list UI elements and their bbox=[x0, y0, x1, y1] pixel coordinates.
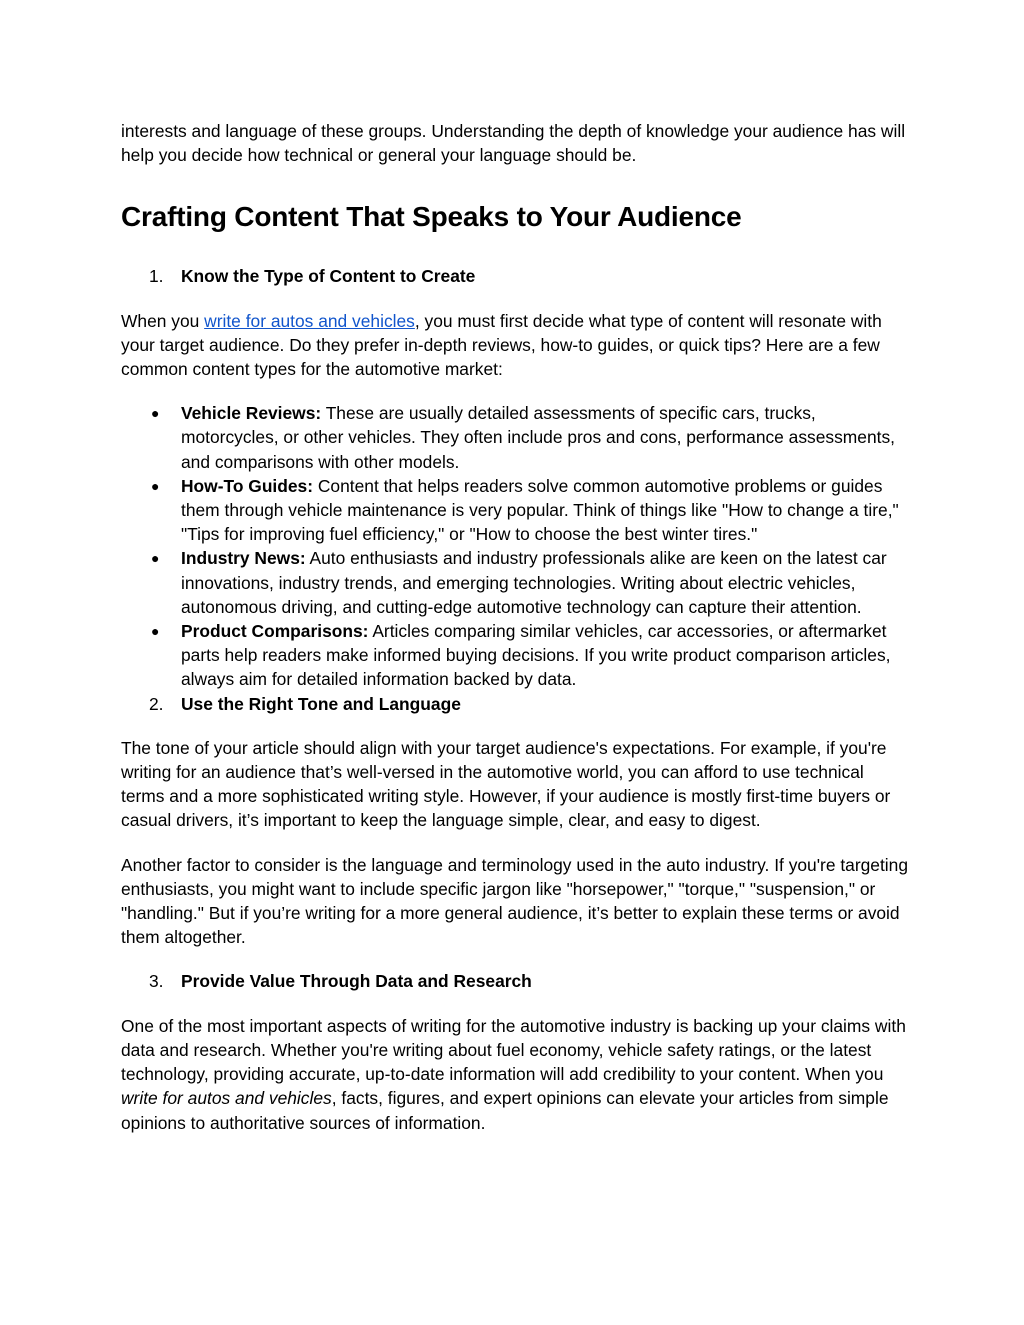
list-item bbox=[121, 401, 911, 474]
section-3-paragraph bbox=[121, 1014, 911, 1135]
list-item-label: Vehicle Reviews: bbox=[181, 403, 322, 424]
write-for-autos-link[interactable]: write for autos and vehicles bbox=[204, 310, 415, 331]
list-item-text: These are usually detailed assessments of specific cars, trucks, motorcycles, or other vehicles. They often include pros and cons, performance assessments, and comparisons with other models. bbox=[181, 403, 896, 472]
section-3-text-before-em: One of the most important aspects of writing for the automotive industry is backing up your claims with data and research. Whether you're writing about fuel economy, vehicle safety ratings, or the latest technology, providing accurate, up-to-date information will add credibility to your content. When you bbox=[121, 1015, 906, 1085]
list-item bbox=[121, 619, 911, 692]
bullet-icon: ● bbox=[151, 405, 160, 422]
intro-paragraph: interests and language of these groups. Understanding the depth of knowledge your audience has will help you decide how technical or general your language should be. bbox=[121, 121, 906, 166]
section-2-paragraph-1: The tone of your article should align with your target audience's expectations. For example, if you're writing for an audience that’s well-versed in the automotive world, you can afford to use technical terms and a more sophisticated writing style. However, if your audience is mostly first-time buyers or casual drivers, it’s important to keep the language simple, clear, and easy to digest. bbox=[121, 737, 891, 831]
section-3-text-after-em: , facts, figures, and expert opinions can elevate your articles from simple opinions to authoritative sources of information. bbox=[121, 1088, 889, 1133]
section-2-title bbox=[121, 692, 911, 716]
bullet-icon: ● bbox=[151, 550, 160, 567]
content-types-list bbox=[121, 401, 911, 691]
bullet-icon: ● bbox=[151, 623, 160, 640]
list-item-text: Articles comparing similar vehicles, car accessories, or aftermarket parts help readers make informed buying decisions. If you write product comparison articles, always aim for detailed information backed by data. bbox=[181, 621, 891, 690]
section-1-paragraph bbox=[121, 309, 911, 382]
list-item-label: Industry News: bbox=[181, 548, 306, 569]
section-1-title-text: Know the Type of Content to Create bbox=[181, 266, 476, 287]
list-item-text: Content that helps readers solve common automotive problems or guides them through vehicle maintenance is very popular. Think of things like "How to change a tire," "Tips for improving fuel efficiency," or "How to choose the best winter tires." bbox=[181, 475, 899, 545]
page-heading: Crafting Content That Speaks to Your Audience bbox=[121, 201, 742, 233]
section-3-title-text: Provide Value Through Data and Research bbox=[181, 971, 532, 992]
section-3-title bbox=[121, 969, 911, 993]
section-1-number: 1. bbox=[149, 266, 164, 287]
list-item-label: Product Comparisons: bbox=[181, 621, 369, 642]
list-item-label: How-To Guides: bbox=[181, 475, 314, 496]
document-page bbox=[121, 119, 911, 1135]
list-item bbox=[121, 474, 911, 547]
bullet-icon: ● bbox=[151, 477, 160, 494]
section-3-number: 3. bbox=[149, 971, 164, 992]
section-1-text-after-link: , you must first decide what type of content will resonate with your target audience. Do they prefer in-depth reviews, how-to guides, or quick tips? Here are a few common content types for the automotive market: bbox=[121, 310, 882, 380]
list-item-text: Auto enthusiasts and industry professionals alike are keen on the latest car innovations, industry trends, and emerging technologies. Writing about electric vehicles, autonomous driving, and cutting-edge automotive technology can capture their attention. bbox=[181, 548, 887, 617]
section-2-number: 2. bbox=[149, 693, 164, 714]
section-2-title-text: Use the Right Tone and Language bbox=[181, 693, 461, 714]
section-3-emphasis: write for autos and vehicles bbox=[121, 1088, 332, 1109]
list-item bbox=[121, 546, 911, 619]
section-2-paragraph-2: Another factor to consider is the language and terminology used in the auto industry. If you're targeting enthusiasts, you might want to include specific jargon like "horsepower," "torque," "suspension," or "handling." But if you’re writing for a more general audience, it’s better to explain these terms or avoid them altogether. bbox=[121, 854, 909, 948]
section-1-title bbox=[121, 264, 911, 288]
section-1-text-before-link: When you bbox=[121, 310, 205, 331]
